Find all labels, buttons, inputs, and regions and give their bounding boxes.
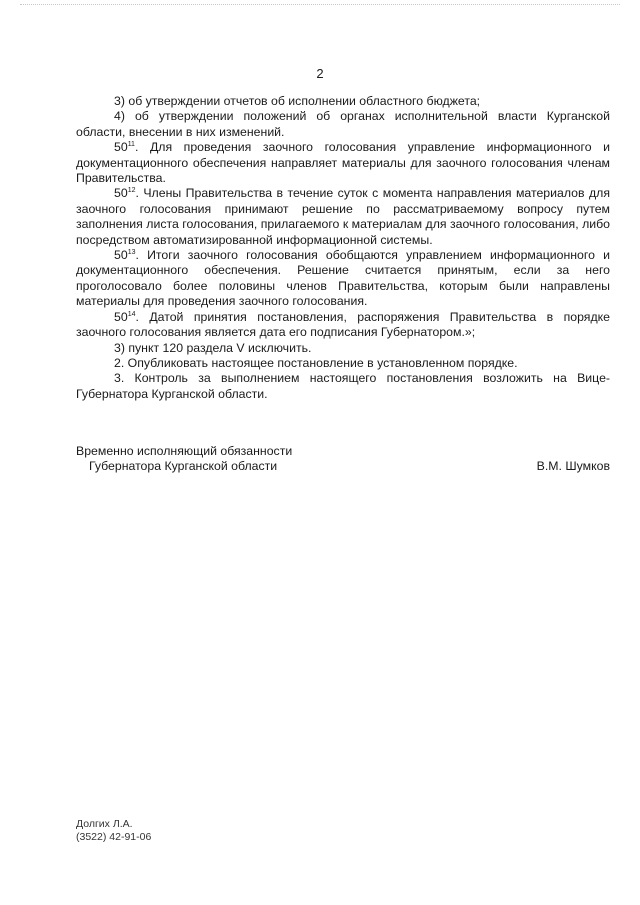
paragraph-text: 3. Контроль за выполнением настоящего постановления возложить на Вице-Губернатора Курганской области. [76, 371, 610, 401]
paragraph-text: . Датой принятия постановления, распоряжения Правительства в порядке заочного голосования является дата его подписания Губернатором.»; [76, 309, 610, 340]
paragraph-clause-50-14 [76, 310, 610, 341]
paragraph-text: 2. Опубликовать настоящее постановление в установленном порядке. [114, 355, 518, 370]
signature-block [76, 444, 610, 475]
paragraph-item-3-control [76, 371, 610, 402]
clause-superscript: 11 [127, 141, 135, 149]
executor-name: Долгих Л.А. [76, 818, 133, 830]
paragraph-text: 4) об утверждении положений об органах исполнительной власти Курганской области, внесении в них изменений. [76, 109, 610, 139]
paragraph-text: . Итоги заочного голосования обобщаются управлением информационного и документационного обеспечения. Решение считается принятым, если за него проголосовало более половины членов Правительства, которым были направлены материалы для проведения заочного голосования. [76, 248, 610, 309]
paragraph-clause-50-13 [76, 248, 610, 310]
paragraph-text: 3) пункт 120 раздела V исключить. [114, 340, 312, 355]
clause-number: 50 [114, 140, 128, 155]
paragraph-text: . Для проведения заочного голосования управление информационного и документационного обеспечения направляет материалы для заочного голосования членам Правительства. [76, 140, 610, 186]
page-number: 2 [316, 66, 324, 81]
paragraph-text: . Члены Правительства в течение суток с момента направления материалов для заочного голосования принимают решение по рассматриваемому вопросу путем заполнения листа голосования, прилагаемого к материалам для заочного голосования, либо посредством автоматизированной информационной системы. [76, 186, 610, 247]
paragraph-subitem-3 [76, 94, 610, 109]
paragraph-item-120-exclusion [76, 341, 610, 356]
signatory-title-line-1: Временно исполняющий обязанности [76, 444, 293, 458]
clause-superscript: 12 [127, 187, 136, 195]
clause-superscript: 14 [127, 310, 136, 318]
paragraph-subitem-4 [76, 109, 610, 140]
signatory-title-line-2: Губернатора Курганской области [89, 459, 278, 474]
paragraph-text: 3) об утверждении отчетов об исполнении областного бюджета; [114, 94, 481, 108]
executor-phone: (3522) 42-91-06 [76, 831, 152, 843]
scan-edge-noise [20, 4, 620, 5]
paragraph-clause-50-12 [76, 186, 610, 248]
document-body [76, 94, 610, 402]
executor-footer [76, 818, 151, 844]
clause-number: 50 [114, 248, 128, 263]
clause-number: 50 [114, 309, 128, 324]
signatory-name: В.М. Шумков [536, 459, 610, 474]
paragraph-item-2-publish [76, 356, 610, 371]
clause-number: 50 [114, 186, 128, 201]
clause-superscript: 13 [127, 249, 136, 257]
paragraph-clause-50-11 [76, 140, 610, 186]
